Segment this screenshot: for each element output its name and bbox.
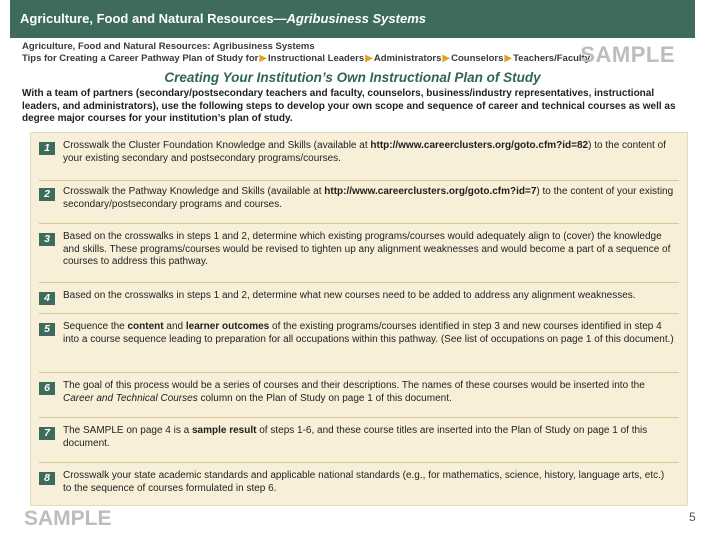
step-number: 2 bbox=[39, 188, 55, 201]
audience-label: Counselors bbox=[451, 53, 504, 64]
step-item bbox=[31, 380, 681, 405]
arrow-icon: ▶ bbox=[259, 53, 268, 64]
arrow-icon: ▶ bbox=[504, 53, 513, 64]
step-text: Based on the crosswalks in steps 1 and 2, determine which existing programs/courses would adequately align to (cover) the knowledge and skills. These programs/courses would be revised to tighten up any alignment weaknesses and would become a part of a sequence of courses to address this pathway. bbox=[63, 231, 671, 267]
arrow-icon: ▶ bbox=[365, 53, 373, 64]
url-link: http://www.careerclusters.org/goto.cfm?id=7 bbox=[324, 186, 537, 197]
divider bbox=[39, 462, 679, 463]
meta-line-2 bbox=[22, 53, 590, 65]
step-number: 8 bbox=[39, 472, 55, 485]
step-item bbox=[31, 470, 681, 495]
meta-line-1: Agriculture, Food and Natural Resources: Agribusiness Systems bbox=[22, 41, 315, 52]
step-text: Crosswalk your state academic standards and applicable national standards (e.g., for mathematics, science, history, language arts, etc.) to the sequence of courses formulated in step 6. bbox=[63, 470, 665, 494]
audience-label: Administrators bbox=[373, 53, 442, 64]
step-item bbox=[31, 290, 681, 305]
banner-subtitle: Agribusiness Systems bbox=[286, 11, 426, 26]
audience-label: Teachers/Faculty bbox=[513, 53, 590, 64]
sample-watermark-top: SAMPLE bbox=[580, 42, 675, 67]
page-title: Creating Your Institution’s Own Instructional Plan of Study bbox=[164, 70, 541, 85]
step-number: 1 bbox=[39, 142, 55, 155]
meta-prefix: Tips for Creating a Career Pathway Plan of Study for bbox=[22, 53, 259, 64]
divider bbox=[39, 372, 679, 373]
step-item bbox=[31, 231, 681, 269]
step-text: Based on the crosswalks in steps 1 and 2, determine what new courses need to be added to address any alignment weaknesses. bbox=[63, 290, 636, 301]
step-item bbox=[31, 321, 681, 346]
step-number: 3 bbox=[39, 233, 55, 246]
url-link: http://www.careerclusters.org/goto.cfm?id=82 bbox=[370, 140, 589, 151]
arrow-icon: ▶ bbox=[442, 53, 451, 64]
step-item bbox=[31, 140, 681, 165]
divider bbox=[39, 180, 679, 181]
document-meta bbox=[22, 41, 590, 65]
step-item bbox=[31, 425, 681, 450]
step-text: The goal of this process would be a series of courses and their descriptions. The names of these courses would be inserted into the Career and Technical Courses column on the Plan of Study on page 1 of this document. bbox=[63, 380, 645, 404]
banner-title: Agriculture, Food and Natural Resources— bbox=[20, 11, 287, 26]
sample-watermark-bottom: SAMPLE bbox=[24, 507, 112, 530]
intro-paragraph: With a team of partners (secondary/postsecondary teachers and faculty, counselors, business/industry representatives, instructional leaders, and administrators), use the following steps to develop your own scope and sequence of career and technical courses as well as degree major courses for your institution’s plan of study. bbox=[22, 88, 676, 124]
page-number: 5 bbox=[689, 510, 696, 524]
step-number: 4 bbox=[39, 292, 55, 305]
step-text: Crosswalk the Cluster Foundation Knowledge and Skills (available at http://www.careerclusters.org/goto.cfm?id=82) to the content of your existing secondary and postsecondary programs/courses. bbox=[63, 140, 666, 164]
divider bbox=[39, 282, 679, 283]
document-page bbox=[10, 0, 695, 540]
step-text: The SAMPLE on page 4 is a sample result of steps 1-6, and these course titles are inserted into the Plan of Study on page 1 of this document. bbox=[63, 425, 648, 449]
step-text: Sequence the content and learner outcomes of the existing programs/courses identified in step 3 and new courses identified in step 4 into a course sequence leading to preparation for all occupations within this pathway. (See list of occupations on page 1 of this document.) bbox=[63, 321, 674, 345]
step-item bbox=[31, 186, 681, 211]
steps-panel bbox=[30, 132, 688, 506]
divider bbox=[39, 417, 679, 418]
step-number: 6 bbox=[39, 382, 55, 395]
audience-label: Instructional Leaders bbox=[268, 53, 365, 64]
step-number: 5 bbox=[39, 323, 55, 336]
step-number: 7 bbox=[39, 427, 55, 440]
divider bbox=[39, 313, 679, 314]
divider bbox=[39, 223, 679, 224]
step-text: Crosswalk the Pathway Knowledge and Skills (available at http://www.careerclusters.org/goto.cfm?id=7) to the content of your existing secondary/postsecondary programs and courses. bbox=[63, 186, 674, 210]
header-banner bbox=[10, 0, 695, 38]
